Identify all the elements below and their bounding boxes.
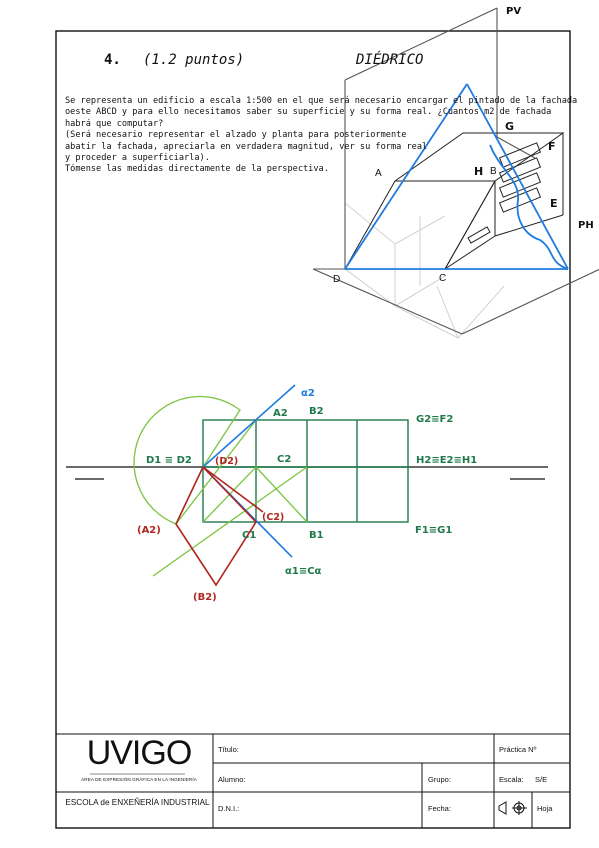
point-label-e: E — [550, 197, 558, 210]
plane-label-ph: PH — [578, 220, 594, 231]
statement-line: y proceder a superficiarla). — [65, 153, 210, 164]
statement-line: habrá que computar? — [65, 118, 164, 129]
logo-subtitle: ÁREA DE EXPRESIÓN GRÁFICA EN LA INGENIERÍA — [81, 777, 197, 782]
point-label-d: D — [333, 274, 341, 285]
point-label-h: H — [474, 165, 484, 178]
statement-line: (Será necesario representar el alzado y planta para posteriormente — [65, 130, 407, 141]
uvigo-logo: UVIGO — [86, 734, 192, 772]
point-label-b: B — [490, 166, 497, 177]
label-d1-d2: D1 ≡ D2 — [146, 455, 192, 466]
school-name: ESCOLA de ENXEÑERÍA INDUSTRIAL — [65, 798, 210, 807]
label-b2-abatted: (B2) — [193, 592, 217, 603]
label-c1: C1 — [242, 530, 257, 541]
point-label-a: A — [375, 168, 382, 179]
statement-line: abatir la fachada, apreciarla en verdadera magnitud, ver su forma real — [65, 141, 428, 152]
problem-number: 4. — [104, 52, 121, 68]
label-escala: Escala: — [499, 775, 524, 784]
label-g2-f2: G2≡F2 — [416, 414, 454, 425]
abatment-figure — [176, 467, 263, 585]
construction-drawing — [66, 385, 548, 585]
statement-line: Se representa un edificio a escala 1:500 en el que será necesario encargar el pintado de la fachada — [65, 96, 578, 106]
problem-subject: DIÉDRICO — [356, 52, 424, 68]
point-label-f: F — [548, 140, 556, 153]
label-b2: B2 — [309, 406, 324, 417]
label-b1: B1 — [309, 530, 324, 541]
point-label-c: C — [439, 273, 447, 284]
point-label-g: G — [505, 120, 515, 133]
orthographic-views — [203, 420, 408, 522]
label-practica: Práctica Nº — [499, 745, 537, 754]
label-grupo: Grupo: — [428, 775, 451, 784]
horizontal-plane — [313, 269, 599, 334]
projection-symbol-icon — [499, 801, 527, 815]
label-a2: A2 — [273, 408, 288, 419]
label-alpha2: α2 — [301, 388, 315, 399]
label-c2-abatted: (C2) — [262, 512, 285, 523]
label-alpha1: α1≡Cα — [285, 566, 322, 577]
label-d2-abatted: (D2) — [215, 456, 239, 467]
problem-points: (1.2 puntos) — [143, 52, 245, 68]
label-c2: C2 — [277, 454, 292, 465]
plane-label-pv: PV — [506, 6, 522, 17]
label-a2-abatted: (A2) — [137, 525, 161, 536]
label-titulo: Título: — [218, 745, 239, 754]
problem-statement — [65, 96, 585, 176]
label-dni: D.N.I.: — [218, 804, 240, 813]
label-alumno: Alumno: — [218, 775, 246, 784]
label-fecha: Fecha: — [428, 804, 451, 813]
escala-value: S/E — [535, 775, 548, 784]
statement-line: oeste ABCD y para ello necesitamos saber su superficie y su forma real. ¿Cuantos m2 de fachada — [65, 107, 552, 118]
label-hoja: Hoja — [537, 804, 553, 813]
label-f1-g1: F1≡G1 — [415, 525, 453, 536]
label-h2-e2-h1: H2≡E2≡H1 — [416, 455, 478, 466]
statement-line: Tómense las medidas directamente de la perspectiva. — [65, 164, 329, 175]
